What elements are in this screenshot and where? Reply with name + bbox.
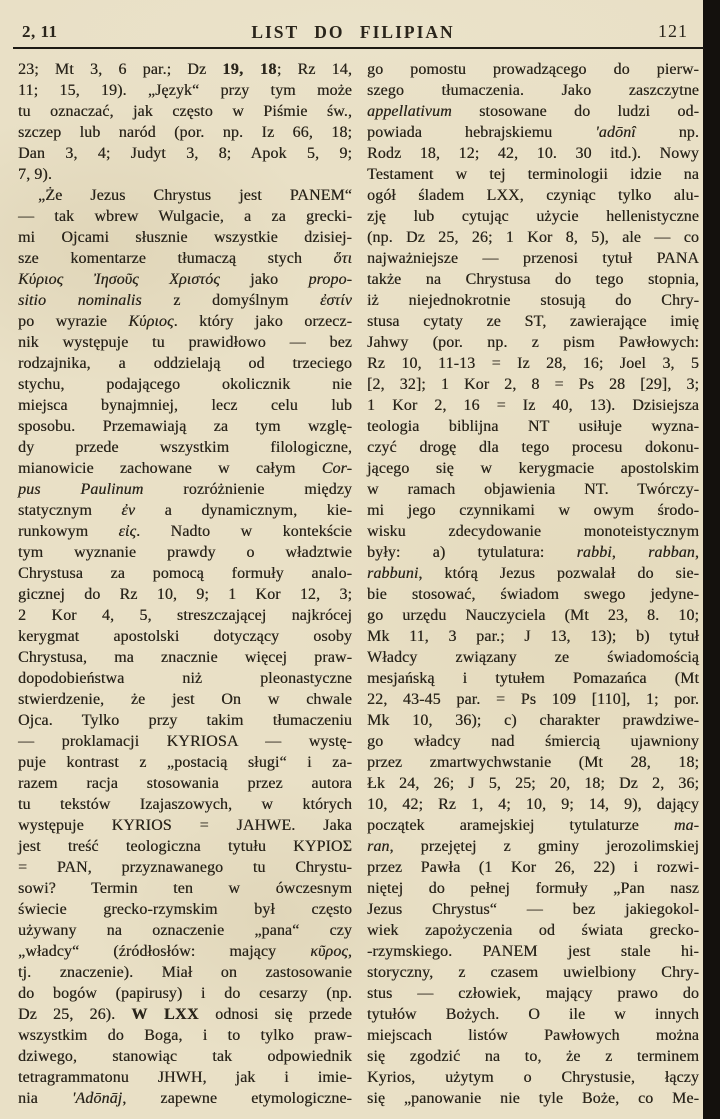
- text-line: 7, 9).: [18, 166, 52, 183]
- text-line: (np. Dz 25, 26; 1 Kor 8, 5), ale — co: [367, 229, 699, 246]
- text-line: Łk 24, 26; J 5, 25; 20, 18; Dz 2, 36;: [367, 775, 699, 792]
- text-body: [18, 59, 699, 1109]
- text-line: rabbuni, którą Jezus pozwalał do sie-: [367, 565, 699, 582]
- text-line: Κύριος Ἰησοῦς Χριστός jako propo-: [18, 271, 352, 288]
- text-line: Testament w tej terminologii idzie na: [367, 166, 699, 183]
- text-line: 11; 15, 19). „Język“ przy tym może: [18, 82, 352, 99]
- text-line: miejsca bynajmniej, lecz celu lub: [18, 397, 352, 414]
- text-line: dziwego, stanowiąc tak odpowiednik: [18, 1048, 352, 1065]
- text-line: [2, 32]; 1 Kor 2, 8 = Ps 28 [29], 3;: [367, 376, 699, 393]
- text-line: Rz 10, 11-13 = Iz 28, 16; Joel 3, 5: [367, 355, 699, 372]
- text-line: Jezus Chrystus“ — bez jakiegokol-: [367, 901, 699, 918]
- scan-edge-bar: [703, 0, 720, 1119]
- text-line: także na Chrystusa do tego stopnia,: [367, 271, 699, 288]
- text-line: stus — człowiek, mający prawo do: [367, 985, 699, 1002]
- page-title: LIST DO FILIPIAN: [251, 22, 455, 42]
- text-line: kerygmat apostolski dotyczący osoby: [18, 628, 352, 645]
- text-line: go pomostu prowadzącego do pierw-: [367, 61, 699, 78]
- text-line: jest treść teologiczna tytułu ΚΥΡΙΟΣ: [18, 838, 352, 855]
- text-line: najważniejsze — przenosi tytuł PANA: [367, 250, 699, 267]
- text-line: „Że Jezus Chrystus jest PANEM“: [38, 187, 352, 204]
- header-rule: [13, 47, 704, 49]
- text-line: mesjańską i tytułem Pomazańca (Mt: [367, 670, 699, 687]
- text-line: Jahwy (por. np. z pism Pawłowych:: [367, 334, 699, 351]
- text-column-left: [18, 59, 352, 1109]
- text-line: teologia biblijna NT usiłuje wyzna-: [367, 418, 699, 435]
- text-line: szczep lub naród (por. np. Iz 66, 18;: [18, 124, 352, 141]
- text-line: bie stosować, świadom swego jedyne-: [367, 586, 699, 603]
- text-line: Dz 25, 26). W LXX odnosi się przede: [18, 1006, 352, 1023]
- text-line: mi Ojcami słusznie wszystkie dzisiej-: [18, 229, 352, 246]
- text-line: Mk 11, 3 par.; J 13, 13); b) tytuł: [367, 628, 699, 645]
- text-line: sposobu. Przemawiają za tym wzglę-: [18, 418, 352, 435]
- text-line: pus Paulinum rozróżnienie między: [18, 481, 352, 498]
- text-line: wiek zapożyczenia od świata grecko-: [367, 922, 699, 939]
- text-line: — tak wbrew Wulgacie, a za grecki-: [18, 208, 352, 225]
- text-line: storyczny, z czasem uwielbiony Chry-: [367, 964, 699, 981]
- text-line: sowi? Termin ten w ówczesnym: [18, 880, 352, 897]
- text-line: stychu, podającego okolicznik nie: [18, 376, 352, 393]
- text-line: iż niejednokrotnie stosują do Chry-: [367, 292, 699, 309]
- page-number: 121: [658, 21, 688, 41]
- text-line: 1 Kor 2, 16 = Iz 40, 13). Dzisiejsza: [367, 397, 699, 414]
- text-line: w ramach objawienia NT. Twórczy-: [367, 481, 699, 498]
- text-line: -rzymskiego. PANEM jest stale hi-: [367, 943, 699, 960]
- text-line: nia 'Adōnāj, zapewne etymologiczne-: [18, 1090, 352, 1107]
- text-line: Chrystusa, ma znacznie więcej praw-: [18, 649, 352, 666]
- text-line: Rodz 18, 12; 42, 10. 30 itd.). Nowy: [367, 145, 699, 162]
- text-line: czyć drogę dla tego procesu dokonu-: [367, 439, 699, 456]
- text-line: nik występuje tu prawidłowo — bez: [18, 334, 352, 351]
- text-line: ran, przejętej z gminy jerozolimskiej: [367, 838, 699, 855]
- text-line: tym wyznanie prawdy o władztwie: [18, 544, 352, 561]
- text-line: stusa cytaty ze ST, zawierające imię: [367, 313, 699, 330]
- text-line: zję lub cytując użycie hellenistyczne: [367, 208, 699, 225]
- text-line: po wyrazie Κύριος. który jako orzecz-: [18, 313, 352, 330]
- text-line: go władcy nad śmiercią ujawniony: [367, 733, 699, 750]
- text-line: przez zmartwychwstanie (Mt 28, 18;: [367, 754, 699, 771]
- text-line: tu tekstów Izajaszowych, w których: [18, 796, 352, 813]
- text-line: gicznej do Rz 10, 9; 1 Kor 12, 3;: [18, 586, 352, 603]
- text-line: tu oznaczać, jak często w Piśmie św.,: [18, 103, 352, 120]
- text-line: appellativum stosowane do ludzi od-: [367, 103, 699, 120]
- text-line: statycznym ἐν a dynamicznym, kie-: [18, 502, 352, 519]
- text-line: dopodobieństwa niż pleonastyczne: [18, 670, 352, 687]
- text-line: powiada hebrajskiemu 'adōnî np.: [367, 124, 699, 141]
- text-line: Dan 3, 4; Judyt 3, 8; Apok 5, 9;: [18, 145, 352, 162]
- text-line: używany na oznaczenie „pana“ czy: [18, 922, 352, 939]
- text-line: wisku zdecydowanie monoteistycznym: [367, 523, 699, 540]
- header-chapter-verse: 2, 11: [22, 22, 58, 41]
- text-line: do bogów (papirusy) i do cesarzy (np.: [18, 985, 352, 1002]
- text-line: 23; Mt 3, 6 par.; Dz 19, 18; Rz 14,: [18, 61, 352, 78]
- text-line: świecie grecko-rzymskim był często: [18, 901, 352, 918]
- text-line: Kyrios, użytym o Chrystusie, łączy: [367, 1069, 699, 1086]
- text-line: = PAN, przyznawanego tu Chrystu-: [18, 859, 352, 876]
- text-line: wszystkim do Boga, i to tylko praw-: [18, 1027, 352, 1044]
- text-line: początek aramejskiej tytulaturze ma-: [367, 817, 699, 834]
- text-line: puje kontrast z „postacią sługi“ i za-: [18, 754, 352, 771]
- text-line: go urzędu Nauczyciela (Mt 23, 8. 10;: [367, 607, 699, 624]
- text-line: tj. znaczenie). Miał on zastosowanie: [18, 964, 352, 981]
- text-line: szego tłumaczenia. Jako zaszczytne: [367, 82, 699, 99]
- text-column-right: [367, 59, 699, 1109]
- text-line: Ojca. Tylko przy takim tłumaczeniu: [18, 712, 352, 729]
- text-line: jącego się w kerygmacie apostolskim: [367, 460, 699, 477]
- text-line: ogół śladem LXX, czyniąc tylko alu-: [367, 187, 699, 204]
- text-line: tetragrammatonu JHWH, jak i imie-: [18, 1069, 352, 1086]
- text-line: rodzajnika, a oddzielają od trzeciego: [18, 355, 352, 372]
- text-line: Władcy związany ze świadomością: [367, 649, 699, 666]
- text-line: tytułów Bożych. O ile w innych: [367, 1006, 699, 1023]
- text-line: razem racja stosowania przez autora: [18, 775, 352, 792]
- text-line: występuje KYRIOS = JAHWE. Jaka: [18, 817, 352, 834]
- text-line: sze komentarze tłumaczą stych ὅτι: [18, 250, 352, 267]
- text-line: mi jego czynnikami w owym środo-: [367, 502, 699, 519]
- text-line: dy przede wszystkim filologiczne,: [18, 439, 352, 456]
- text-line: się zgodzić na to, że z terminem: [367, 1048, 699, 1065]
- text-line: miejscach listów Pawłowych można: [367, 1027, 699, 1044]
- text-line: „władcy“ (źródłosłów: mający κῦρος,: [18, 943, 352, 960]
- text-line: mianowicie zachowane w całym Cor-: [18, 460, 352, 477]
- text-line: 10, 42; Rz 1, 4; 10, 9; 14, 9), dający: [367, 796, 699, 813]
- text-line: przez Pawła (1 Kor 26, 22) i rozwi-: [367, 859, 699, 876]
- text-line: się „panowanie nie tyle Boże, co Me-: [367, 1090, 699, 1107]
- text-line: Mk 10, 36); c) charakter prawdziwe-: [367, 712, 699, 729]
- text-line: były: a) tytulatura: rabbi, rabban,: [367, 544, 699, 561]
- text-line: runkowym εἰς. Nadto w kontekście: [18, 523, 352, 540]
- text-line: Chrystusa za pomocą formuły analo-: [18, 565, 352, 582]
- text-line: stwierdzenie, że jest On w chwale: [18, 691, 352, 708]
- text-line: 22, 43-45 par. = Ps 109 [110], 1; por.: [367, 691, 699, 708]
- text-line: sitio nominalis z domyślnym ἐστίν: [18, 292, 352, 309]
- text-line: 2 Kor 4, 5, streszczającej najkrócej: [18, 607, 352, 624]
- text-line: — proklamacji KYRIOSA — wystę-: [18, 733, 352, 750]
- text-line: niętej do pełnej formuły „Pan nasz: [367, 880, 699, 897]
